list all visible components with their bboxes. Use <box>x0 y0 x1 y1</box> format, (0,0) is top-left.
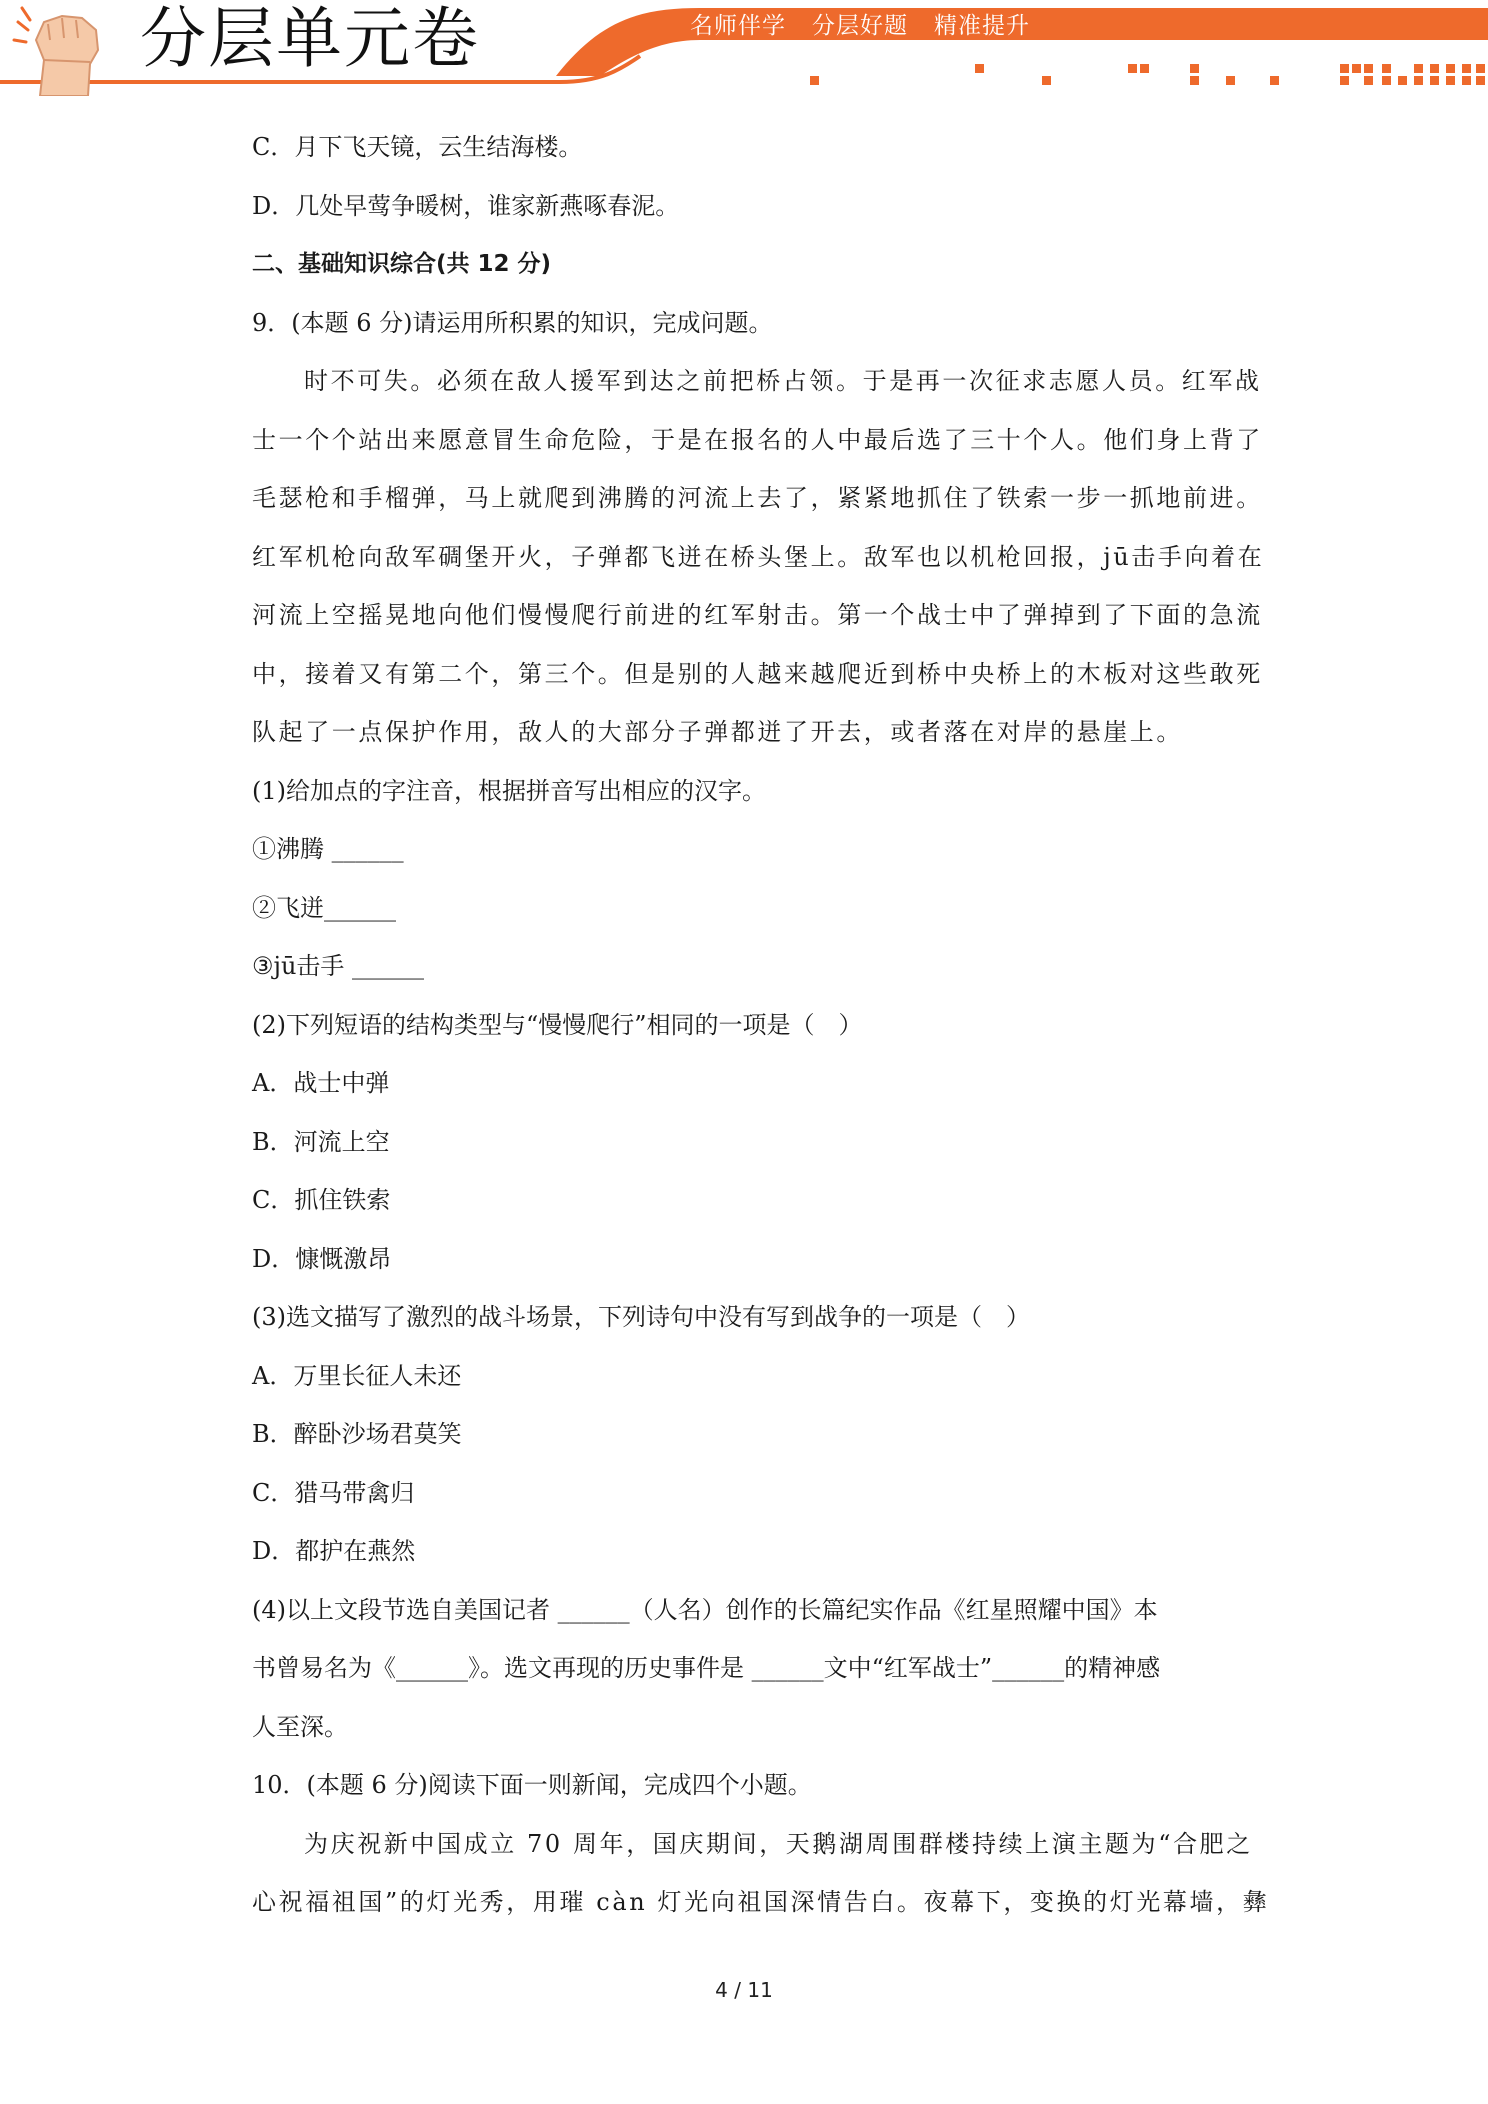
news-line: 为庆祝新中国成立 70 周年，国庆期间，天鹅湖周围群楼持续上演主题为“合肥之 <box>304 1829 1253 1858</box>
choice-d: D．都护在燕然 <box>252 1537 416 1565</box>
exam-content <box>252 118 1270 1932</box>
answer-blank-1: ①沸腾 ______ <box>252 835 404 863</box>
question-9-title: 9．(本题 6 分)请运用所积累的知识，完成问题。 <box>252 308 773 337</box>
answer-blank-2: ②飞迸______ <box>252 893 396 922</box>
choice-a: A．战士中弹 <box>252 1069 390 1097</box>
option-c: C．月下飞天镜，云生结海楼。 <box>252 133 583 161</box>
passage-line: 河流上空摇晃地向他们慢慢爬行前进的红军射击。第一个战士中了弹掉到了下面的急流 <box>252 601 1263 629</box>
choice-c: C．猎马带禽归 <box>252 1478 415 1507</box>
page-number: 4 / 11 <box>715 1978 773 2002</box>
question-10-title: 10．(本题 6 分)阅读下面一则新闻，完成四个小题。 <box>252 1771 812 1799</box>
passage-line: 队起了一点保护作用，敌人的大部分子弹都迸了开去，或者落在对岸的悬崖上。 <box>252 718 1183 746</box>
choice-c: C．抓住铁索 <box>252 1186 391 1214</box>
passage-line: 红军机枪向敌军碉堡开火，子弹都飞迸在桥头堡上。敌军也以机枪回报，jū击手向着在 <box>252 542 1265 571</box>
choice-b: B．醉卧沙场君莫笑 <box>252 1420 462 1448</box>
subquestion-2: (2)下列短语的结构类型与“慢慢爬行”相同的一项是（ ） <box>252 1010 863 1039</box>
header-slogan <box>690 10 1030 42</box>
section-title: 二、基础知识综合(共 12 分) <box>252 251 552 277</box>
page-header <box>0 0 1488 96</box>
passage-line: 时不可失。必须在敌人援军到达之前把桥占领。于是再一次征求志愿人员。红军战 <box>304 367 1262 395</box>
answer-blank-3: ③jū击手 ______ <box>252 952 425 980</box>
slogan-item: 名师伴学 <box>690 13 786 39</box>
choice-d: D．慷慨激昂 <box>252 1244 392 1273</box>
subquestion-3: (3)选文描写了激烈的战斗场景，下列诗句中没有写到战争的一项是（ ） <box>252 1303 1030 1331</box>
slogan-item: 精准提升 <box>934 13 1030 39</box>
subquestion-4: (4)以上文段节选自美国记者 ______（人名）创作的长篇纪实作品《红星照耀中国》本 <box>252 1595 1158 1624</box>
slogan-item: 分层好题 <box>812 13 908 39</box>
subquestion-4-end: 人至深。 <box>252 1712 348 1741</box>
passage-line: 士一个个站出来愿意冒生命危险，于是在报名的人中最后选了三十个人。他们身上背了 <box>252 425 1263 454</box>
subquestion-4-cont: 书曾易名为《______》。选文再现的历史事件是 ______文中“红军战士”______的精神感 <box>252 1654 1161 1682</box>
brand-title: 分层单元卷 <box>140 0 480 77</box>
passage-line: 毛瑟枪和手榴弹，马上就爬到沸腾的河流上去了，紧紧地抓住了铁索一步一抓地前进。 <box>252 484 1263 512</box>
choice-b: B．河流上空 <box>252 1127 390 1156</box>
subquestion-1: (1)给加点的字注音，根据拼音写出相应的汉字。 <box>252 776 766 805</box>
option-d: D．几处早莺争暖树，谁家新燕啄春泥。 <box>252 191 680 220</box>
news-line: 心祝福祖国”的灯光秀，用璀 càn 灯光向祖国深情告白。夜幕下，变换的灯光幕墙，彝 <box>252 1888 1270 1916</box>
choice-a: A．万里长征人未还 <box>252 1361 462 1390</box>
passage-line: 中，接着又有第二个，第三个。但是别的人越来越爬近到桥中央桥上的木板对这些敢死 <box>252 659 1263 688</box>
